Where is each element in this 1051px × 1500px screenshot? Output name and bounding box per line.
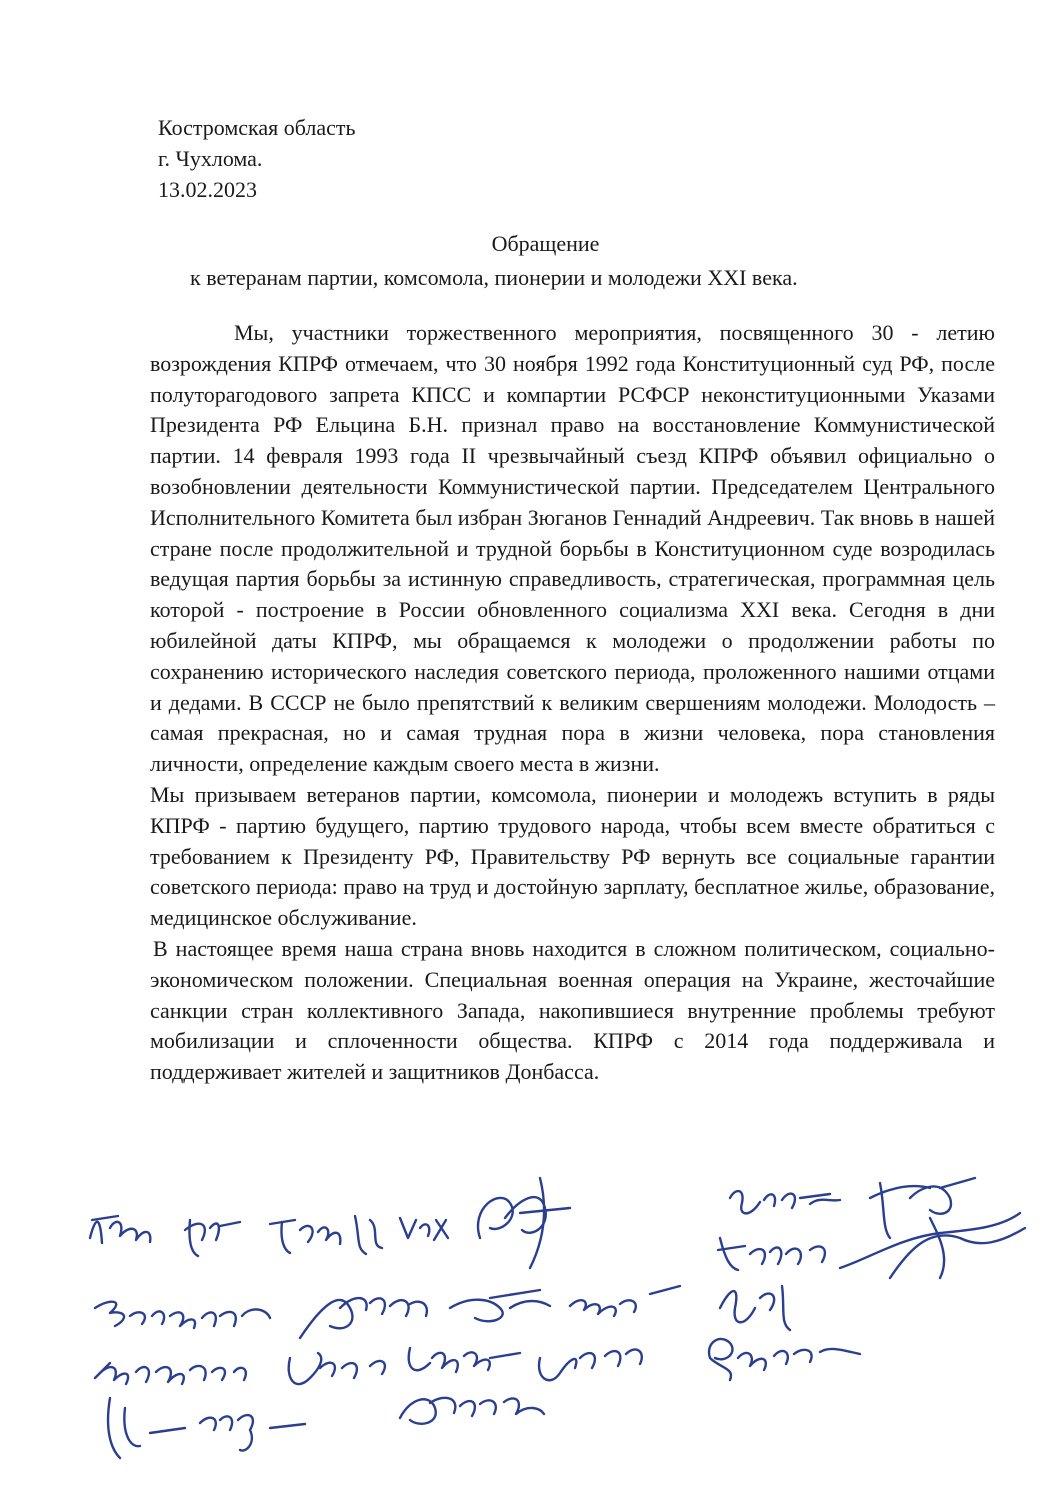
signature-16: [289, 1353, 385, 1384]
signature-8: [718, 1238, 825, 1270]
signature-7: [870, 1178, 975, 1238]
date-line: 13.02.2023: [158, 177, 257, 202]
signatures-drawing: [70, 1158, 1030, 1478]
handwritten-signatures: [70, 1158, 1030, 1478]
document-body: [150, 318, 995, 1088]
signature-1: [90, 1216, 150, 1243]
signature-3: [270, 1216, 382, 1254]
region-line: Костромская область: [158, 115, 356, 140]
paragraph-2: Мы призываем ветеранов партии, комсомола, пионерии и молодежъ вступить в ряды КПРФ - партию будущего, партию трудового народа, чтобы всем вместе обратиться с требованием к Президенту РФ, Правительству РФ вернуть все социальные гарантии советского периода: право на труд и достойную зарплату, бесплатное жилье, образование, медицинское обслуживание.: [150, 781, 995, 931]
signature-14: [720, 1286, 790, 1330]
paragraph-1: Мы, участники торжественного мероприятия, посвященного 30 - летию возрождения КПРФ отмечаем, что 30 ноября 1992 года Конституционный суд РФ, после полуторагодового запрета КПСС и компартии РСФСР неконституционными Указами Президента РФ Ельцина Б.Н. признал право на восстановление Коммунистической партии. 14 февраля 1993 года II чрезвычайный съезд КПРФ объявил официально о возобновлении деятельности Коммунистической партии. Председателем Центрального Исполнительного Комитета был избран Зюганов Геннадий Андреевич. Так вновь в нашей стране после продолжительной и трудной борьбы в Конституционном суде возродилась ведущая партия борьбы за истинную справедливость, стратегическая, программная цель которой - построение в России обновленного социализма XXI века. Сегодня в дни юбилейной даты КПРФ, мы обращаемся к молодежи о продолжении работы по сохранению исторического наследия советского периода, проложенного нашими отцами и дедами. В СССР не было препятствий к великим свершениям молодежи. Молодость – самая прекрасная, но и самая трудная пора в жизни человека, пора становления личности, определение каждым своего места в жизни.: [150, 320, 995, 777]
signature-11: [300, 1298, 427, 1338]
signature-4: [400, 1218, 448, 1240]
document-title: Обращение: [491, 231, 600, 256]
signature-10: [95, 1302, 270, 1328]
signature-5: [478, 1178, 570, 1268]
signature-21: [400, 1398, 544, 1424]
signature-17: [409, 1348, 520, 1372]
signature-6: [730, 1191, 840, 1213]
city-line: г. Чухлома.: [158, 146, 263, 171]
document-header: [158, 112, 356, 205]
signature-2: [185, 1220, 240, 1256]
signature-12: [450, 1290, 550, 1321]
signature-19: [709, 1339, 860, 1380]
signature-18: [539, 1349, 642, 1380]
signature-20: [108, 1398, 305, 1458]
document-subtitle: к ветеранам партии, комсомола, пионерии и молодежи XXI века.: [190, 265, 798, 290]
paragraph-3: В настоящее время наша страна вновь находится в сложном политическом, социально-экономическом положении. Специальная военная операция на Украине, жесточайшие санкции стран коллективного Запада, накопившиеся внутренние проблемы требуют мобилизации и сплоченности общества. КПРФ с 2014 года поддерживала и поддерживает жителей и защитников Донбасса.: [150, 935, 995, 1085]
signature-15: [95, 1363, 246, 1384]
signature-13: [570, 1286, 680, 1316]
signature-9: [840, 1213, 1025, 1278]
